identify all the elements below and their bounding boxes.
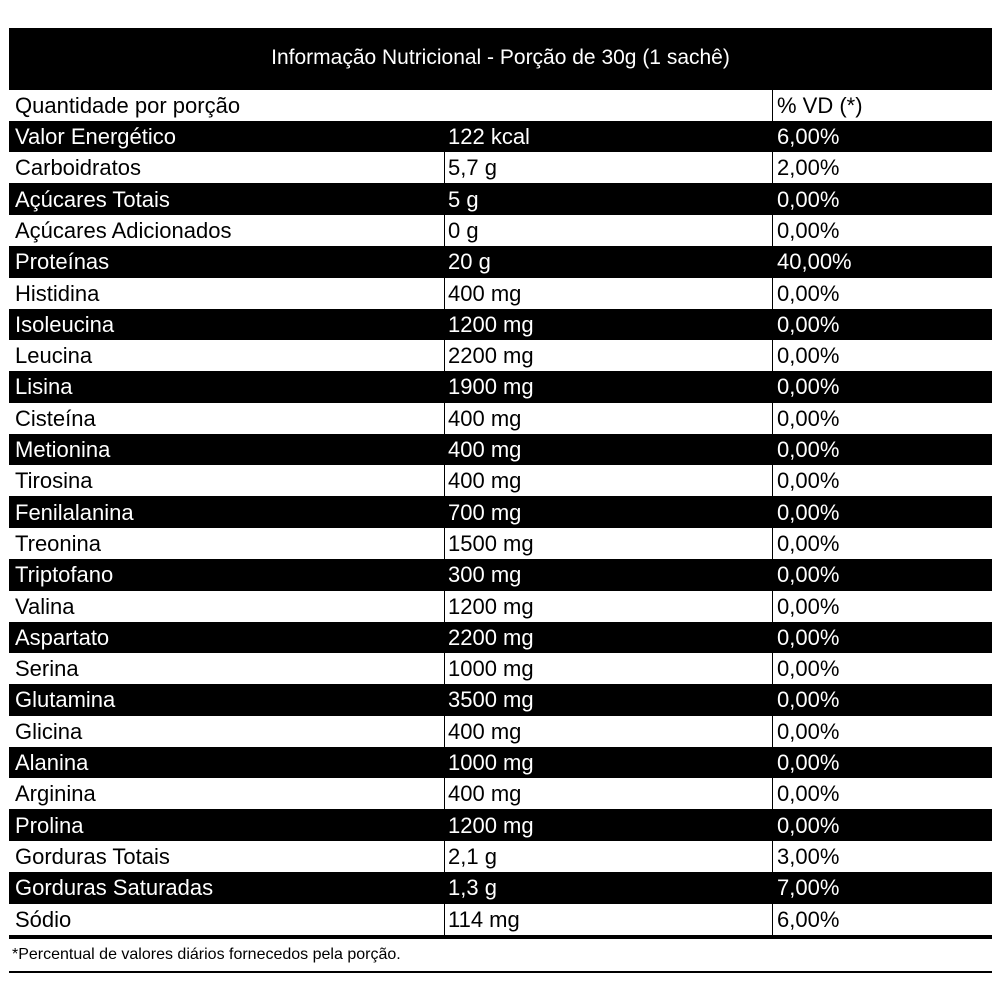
nutrient-amount: 3500 mg (448, 687, 534, 712)
nutrient-amount: 1000 mg (448, 750, 534, 775)
nutrient-name: Serina (15, 656, 79, 681)
table-row (9, 684, 992, 715)
column-divider (772, 716, 773, 747)
column-divider (772, 528, 773, 559)
nutrient-amount: 2,1 g (448, 844, 497, 869)
column-divider (772, 904, 773, 935)
table-row (9, 121, 992, 152)
nutrient-amount: 1,3 g (448, 875, 497, 900)
nutrient-name: Açúcares Adicionados (15, 218, 232, 243)
nutrient-vd: 0,00% (777, 187, 840, 212)
header-vd-label: % VD (*) (777, 93, 863, 118)
nutrient-amount: 400 mg (448, 719, 522, 744)
column-divider (444, 465, 445, 496)
column-divider (9, 622, 10, 653)
footnote-row (9, 939, 992, 971)
nutrient-amount: 2200 mg (448, 625, 534, 650)
table-row (9, 778, 992, 809)
column-divider (9, 246, 10, 277)
nutrient-vd: 0,00% (777, 813, 840, 838)
nutrient-amount: 1200 mg (448, 312, 534, 337)
nutrient-amount: 1000 mg (448, 656, 534, 681)
table-row (9, 246, 992, 277)
table-row (9, 653, 992, 684)
nutrient-name: Histidina (15, 281, 100, 306)
column-divider (9, 747, 10, 778)
header-label: Quantidade por porção (15, 93, 241, 118)
column-divider (772, 278, 773, 309)
nutrition-table (9, 28, 992, 973)
nutrient-name: Arginina (15, 781, 96, 806)
table-row (9, 872, 992, 903)
nutrient-vd: 0,00% (777, 218, 840, 243)
column-divider (772, 778, 773, 809)
table-row (9, 841, 992, 872)
nutrient-vd: 0,00% (777, 374, 840, 399)
table-row (9, 716, 992, 747)
nutrient-name: Fenilalanina (15, 500, 134, 525)
nutrient-name: Isoleucina (15, 312, 115, 337)
table-row (9, 465, 992, 496)
header-row (9, 90, 992, 121)
nutrient-vd: 0,00% (777, 750, 840, 775)
nutrient-vd: 6,00% (777, 124, 840, 149)
column-divider (444, 841, 445, 872)
column-divider (772, 215, 773, 246)
nutrient-name: Alanina (15, 750, 89, 775)
column-divider (9, 559, 10, 590)
nutrient-vd: 2,00% (777, 155, 840, 180)
nutrient-amount: 400 mg (448, 468, 522, 493)
nutrient-vd: 40,00% (777, 249, 852, 274)
nutrient-name: Leucina (15, 343, 93, 368)
table-title: Informação Nutricional - Porção de 30g (1 sachê) (271, 46, 730, 69)
nutrient-name: Metionina (15, 437, 111, 462)
nutrient-name: Cisteína (15, 406, 96, 431)
table-row (9, 215, 992, 246)
nutrient-amount: 1200 mg (448, 594, 534, 619)
column-divider (444, 716, 445, 747)
nutrient-name: Valor Energético (15, 124, 177, 149)
nutrient-name: Açúcares Totais (15, 187, 170, 212)
column-divider (772, 653, 773, 684)
nutrient-vd: 0,00% (777, 468, 840, 493)
nutrient-name: Lisina (15, 374, 73, 399)
nutrient-name: Aspartato (15, 625, 110, 650)
nutrient-amount: 1500 mg (448, 531, 534, 556)
nutrient-amount: 20 g (448, 249, 491, 274)
column-divider (9, 872, 10, 903)
nutrient-name: Carboidratos (15, 155, 141, 180)
column-divider (9, 497, 10, 528)
table-row (9, 622, 992, 653)
column-divider (444, 778, 445, 809)
nutrient-vd: 0,00% (777, 594, 840, 619)
column-divider (9, 684, 10, 715)
column-divider (444, 215, 445, 246)
nutrient-name: Proteínas (15, 249, 110, 274)
table-row (9, 434, 992, 465)
nutrient-vd: 0,00% (777, 781, 840, 806)
column-divider (444, 653, 445, 684)
column-divider (9, 309, 10, 340)
nutrient-amount: 5,7 g (448, 155, 497, 180)
column-divider (772, 403, 773, 434)
column-divider (9, 371, 10, 402)
nutrient-vd: 6,00% (777, 907, 840, 932)
table-row (9, 747, 992, 778)
column-divider (444, 528, 445, 559)
nutrient-vd: 0,00% (777, 719, 840, 744)
nutrient-amount: 0 g (448, 218, 479, 243)
nutrient-name: Tirosina (15, 468, 93, 493)
table-row (9, 403, 992, 434)
table-row (9, 184, 992, 215)
nutrient-name: Gorduras Totais (15, 844, 170, 869)
nutrient-amount: 1200 mg (448, 813, 534, 838)
nutrient-vd: 0,00% (777, 500, 840, 525)
nutrient-vd: 0,00% (777, 656, 840, 681)
nutrient-name: Sódio (15, 907, 72, 932)
nutrient-vd: 7,00% (777, 875, 840, 900)
column-divider (444, 152, 445, 183)
column-divider (772, 465, 773, 496)
nutrient-amount: 5 g (448, 187, 479, 212)
table-row (9, 278, 992, 309)
column-divider (444, 278, 445, 309)
nutrient-name: Gorduras Saturadas (15, 875, 214, 900)
table-row (9, 810, 992, 841)
table-row (9, 371, 992, 402)
nutrient-name: Valina (15, 594, 75, 619)
column-divider (444, 403, 445, 434)
table-row (9, 152, 992, 183)
column-divider (772, 340, 773, 371)
nutrient-vd: 0,00% (777, 562, 840, 587)
nutrient-amount: 400 mg (448, 406, 522, 431)
column-divider (772, 591, 773, 622)
nutrient-amount: 1900 mg (448, 374, 534, 399)
nutrient-amount: 122 kcal (448, 124, 530, 149)
column-divider (9, 121, 10, 152)
column-divider (772, 152, 773, 183)
footnote: *Percentual de valores diários fornecedos pela porção. (12, 946, 401, 963)
table-row (9, 591, 992, 622)
nutrient-vd: 0,00% (777, 281, 840, 306)
table-row (9, 528, 992, 559)
column-divider (9, 434, 10, 465)
nutrient-amount: 2200 mg (448, 343, 534, 368)
nutrient-name: Glutamina (15, 687, 116, 712)
column-divider (444, 904, 445, 935)
nutrient-name: Treonina (15, 531, 102, 556)
nutrient-amount: 300 mg (448, 562, 522, 587)
nutrient-name: Prolina (15, 813, 84, 838)
column-divider (772, 841, 773, 872)
nutrient-vd: 0,00% (777, 343, 840, 368)
table-row (9, 559, 992, 590)
nutrient-name: Glicina (15, 719, 83, 744)
nutrient-vd: 3,00% (777, 844, 840, 869)
table-row (9, 904, 992, 935)
nutrient-vd: 0,00% (777, 625, 840, 650)
nutrient-amount: 400 mg (448, 781, 522, 806)
nutrient-vd: 0,00% (777, 437, 840, 462)
column-divider (772, 90, 773, 121)
table-row (9, 309, 992, 340)
nutrient-vd: 0,00% (777, 406, 840, 431)
nutrient-amount: 700 mg (448, 500, 522, 525)
nutrient-vd: 0,00% (777, 312, 840, 337)
nutrient-vd: 0,00% (777, 687, 840, 712)
table-row (9, 497, 992, 528)
column-divider (444, 591, 445, 622)
column-divider (444, 340, 445, 371)
nutrient-amount: 400 mg (448, 437, 522, 462)
nutrient-vd: 0,00% (777, 531, 840, 556)
nutrient-name: Triptofano (15, 562, 114, 587)
column-divider (9, 810, 10, 841)
table-row (9, 340, 992, 371)
nutrient-amount: 400 mg (448, 281, 522, 306)
nutrient-amount: 114 mg (448, 907, 520, 932)
column-divider (9, 184, 10, 215)
